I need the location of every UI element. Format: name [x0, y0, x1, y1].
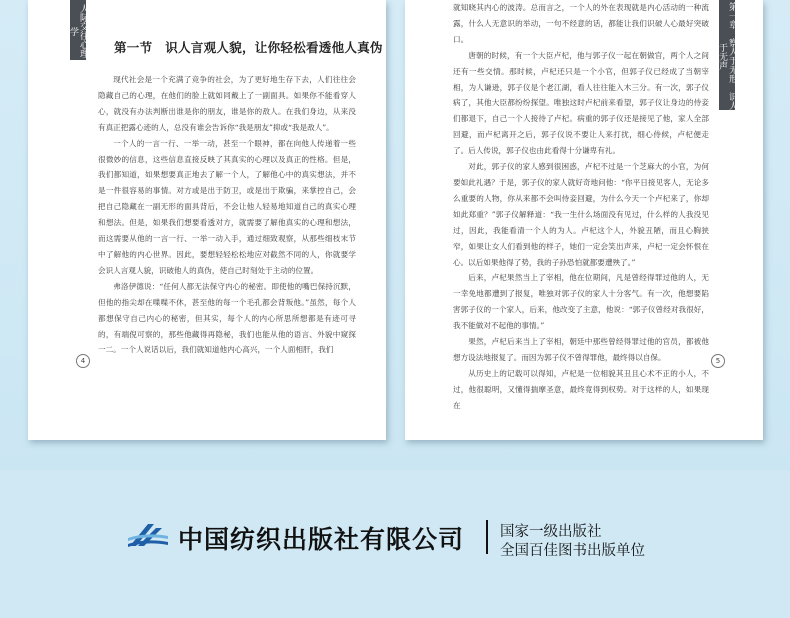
section-title: 第一节 识人言观人貌，让你轻松看透他人真伪: [114, 40, 383, 55]
paragraph: 就知晓其内心的波涛。总而言之，一个人的外在表现就是内心活动的一种流露，什么人无意识的举动，一句不经意的话，都能让我们识破人心最好突破口。: [453, 3, 709, 44]
right-side-tab: 第一章 察人于无形，识人于无声: [717, 2, 737, 110]
paragraph: 现代社会是一个充满了竞争的社会，为了更好地生存下去，人们往往会隐藏自己的心理，在他们的脸上就如同戴上了一副面具。如果你不能看穿人心，就没有办法判断出谁是你的朋友，谁是你的敌人。在我们身边，从来没有真正把露心迹的人，总没有谁会告诉你“我是朋友”抑或“我是敌人”。: [98, 75, 356, 132]
paragraph: 弗洛伊德说：“任何人都无法保守内心的秘密。即使他的嘴巴保持沉默，但他的指尖却在喋喋不休，甚至他的每一个毛孔都会背叛他。”虽然，每个人都想保守自己内心的秘密，但其实，每个人的内心所思所想都是有迹可寻的，有端倪可察的，那些他藏得再隐秘，我们也能从他的语言、外貌中窥探一二。一个人说话以后，我们就知道他内心高兴，一个人面相肝，我们: [98, 281, 356, 355]
paragraph: 一个人的一言一行、一举一动，甚至一个眼神，都在向他人传递着一些很微妙的信息，这些信息直接反映了其真实的心理以及真正的性格。但是，我们都知道，如果想要真正地去了解一个人，了解他心中的真实想法，并不是一件很容易的事情。对方或是出于防卫，或是出于欺骗，来掌控自己，会把自己隐藏在一副无形的面具背后，不会让他人轻易地知道自己的真实心理和想法。但是，如果我们想要看透对方，就需要了解他真实的心理和想法，而这需要从他的一言一行、一举一动入手，通过细致观察，从那些细枝末节中了解他的内心世界。因此，要想轻轻松松地应对截然不同的人，你就要学会识人言观人貌，识破他人的真伪，使自己时刻处于主动的位置。: [98, 138, 356, 275]
left-body-text: [98, 72, 356, 358]
page-number-left: 4: [76, 354, 90, 368]
publisher-badge-1: 国家一级出版社: [500, 524, 602, 540]
publisher-badge-2: 全国百佳图书出版单位: [500, 543, 645, 559]
publisher-logo-icon: [126, 520, 170, 552]
paragraph: 对此，郭子仪的家人感到很困惑，卢杞不过是一个芝麻大的小官，为何要如此礼遇？于是，郭子仪的家人就好奇地问他：“你平日接见客人，无论多么重要的人物，你从来都不会叫侍妾回避，为什么今天一个卢杞来了，你却如此郑重？”郭子仪解释道：“我一生什么场面没有见过，什么样的人我没见过，因此，我能看清一个人的为人。卢杞这个人，外貌丑陋，而且心胸狭窄，如果让女人们看到他的样子，她们一定会笑出声来，卢杞一定会怀恨在心。以后如果他得了势，我的子孙恐怕就都要遭殃了。”: [453, 162, 709, 267]
paragraph: 后来，卢杞果然当上了宰相，他在位期间，凡是曾经得罪过他的人，无一幸免地都遭到了报复，唯独对郭子仪的家人十分客气。有一次，他想要陷害郭子仪的一个家人，后来，他改变了主意，他说：“郭子仪曾经对我很好，我不能做对不起他的事情。”: [453, 273, 709, 331]
paragraph: 果然，卢杞后来当上了宰相，朝廷中那些曾经得罪过他的官员，都被他想方设法地报复了。而因为郭子仪不曾得罪他，最终得以自保。: [453, 337, 709, 362]
left-book-page: [28, 0, 386, 440]
right-book-page: [405, 0, 763, 440]
right-body-text: [453, 0, 709, 414]
left-side-tab: 人际交往心理学: [70, 0, 86, 60]
paragraph: 从历史上的记载可以得知，卢杞是一位相貌其丑且心术不正的小人，不过，他很聪明，又懂得揣摩圣意，最终竟得到权势。对于这样的人，如果现在: [453, 368, 709, 410]
publisher-name: 中国纺织出版社有限公司: [178, 525, 465, 554]
paragraph: 唐朝的时候，有一个大臣卢杞，他与郭子仪一起在朝做官，两个人之间还有一些交情。那时候，卢杞还只是一个小官，但郭子仪已经成了当朝宰相，为人谦逊，郭子仪是个老江湖，看人往往能入木三分。有一次，郭子仪病了，其他大臣都纷纷探望。唯独这时卢杞前来看望，郭子仪让身边的侍妾们都退下，自己一个人接待了卢杞。病重的郭子仪还是接见了他，家人全部回避，而卢杞离开之后，郭子仪说不要让人来打扰，细心侍候，卢杞便走了。后人传说，郭子仪也由此看得十分谦卑有礼。: [453, 50, 709, 156]
footer-divider: [486, 520, 488, 554]
page-number-right: 5: [711, 354, 725, 368]
